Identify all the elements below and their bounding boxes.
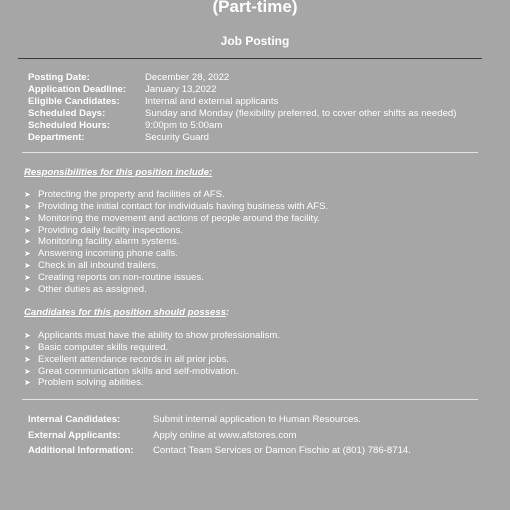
arrow-bullet-icon: ➤ xyxy=(24,272,31,282)
application-contacts xyxy=(28,412,411,459)
posting-details xyxy=(28,72,456,143)
list-item: ➤ Providing the initial contact for individuals having business with AFS. xyxy=(24,200,329,212)
list-item: ➤ Monitoring the movement and actions of people around the facility. xyxy=(24,212,320,224)
contact-value: Apply online at www.afstores.com xyxy=(153,429,297,441)
arrow-bullet-icon: ➤ xyxy=(24,284,31,294)
detail-value: Security Guard xyxy=(145,131,209,143)
arrow-bullet-icon: ➤ xyxy=(24,249,31,259)
arrow-bullet-icon: ➤ xyxy=(24,378,31,388)
arrow-bullet-icon: ➤ xyxy=(24,190,31,199)
list-item: ➤ Answering incoming phone calls. xyxy=(24,248,178,260)
list-item: ➤ Protecting the property and facilities of AFS. xyxy=(24,189,225,200)
detail-value: Internal and external applicants xyxy=(145,95,279,107)
contact-row-additional xyxy=(28,443,411,459)
arrow-bullet-icon: ➤ xyxy=(24,213,31,223)
qualifications-heading xyxy=(24,307,229,318)
detail-label: Scheduled Hours: xyxy=(28,119,111,131)
arrow-bullet-icon: ➤ xyxy=(24,354,31,364)
detail-label: Scheduled Days: xyxy=(28,107,106,119)
job-title: (Part-time) xyxy=(212,0,298,16)
list-item: ➤ Check in all inbound trailers. xyxy=(24,260,159,272)
responsibilities-heading-text: Responsibilities for this position include: xyxy=(24,167,213,178)
detail-row-eligible-candidates xyxy=(28,96,456,108)
detail-row-application-deadline xyxy=(28,84,456,96)
detail-row-department xyxy=(28,132,456,144)
document-subtitle: Job Posting xyxy=(220,34,290,48)
responsibilities-heading xyxy=(24,167,212,178)
qualifications-divider xyxy=(22,399,478,400)
list-item: ➤ Excellent attendance records in all prior jobs. xyxy=(24,353,229,365)
arrow-bullet-icon: ➤ xyxy=(24,225,31,235)
contact-row-external xyxy=(28,428,411,444)
detail-value: Sunday and Monday (flexibility preferred, to cover other shifts as needed) xyxy=(145,107,457,119)
detail-value: December 28, 2022 xyxy=(145,72,230,83)
arrow-bullet-icon: ➤ xyxy=(24,261,31,271)
list-item: ➤ Creating reports on non-routine issues. xyxy=(24,271,204,283)
contact-label: External Applicants: xyxy=(28,429,121,441)
detail-label: Application Deadline: xyxy=(28,83,127,95)
list-item: ➤ Great communication skills and self-motivation. xyxy=(24,365,239,377)
arrow-bullet-icon: ➤ xyxy=(24,237,31,247)
qualifications-heading-colon: : xyxy=(226,307,230,318)
detail-row-scheduled-days xyxy=(28,108,456,120)
list-item: ➤ Providing daily facility inspections. xyxy=(24,224,184,236)
contact-label: Additional Information: xyxy=(28,445,134,456)
arrow-bullet-icon: ➤ xyxy=(24,342,31,352)
qualifications-heading-text: Candidates for this position should possess xyxy=(24,307,227,318)
detail-label: Posting Date: xyxy=(28,72,90,83)
list-item: ➤ Other duties as assigned. xyxy=(24,283,147,295)
list-item: ➤ Basic computer skills required. xyxy=(24,341,169,353)
detail-row-posting-date xyxy=(28,72,456,84)
list-item: ➤ Applicants must have the ability to show professionalism. xyxy=(24,330,281,341)
list-item: ➤ Problem solving abilities. xyxy=(24,377,144,389)
header-divider xyxy=(18,58,482,59)
contact-value: Contact Team Services or Damon Fischio at (801) 786-8714. xyxy=(153,445,411,456)
detail-label: Eligible Candidates: xyxy=(28,95,120,107)
detail-row-scheduled-hours xyxy=(28,120,456,132)
contact-label: Internal Candidates: xyxy=(28,414,121,425)
detail-value: 9:00pm to 5:00am xyxy=(145,119,223,131)
contact-row-internal xyxy=(28,412,411,428)
arrow-bullet-icon: ➤ xyxy=(24,331,31,340)
responsibilities-list xyxy=(24,189,328,296)
arrow-bullet-icon: ➤ xyxy=(24,201,31,211)
contact-value: Submit internal application to Human Resources. xyxy=(153,414,361,425)
detail-label: Department: xyxy=(28,131,85,143)
list-item: ➤ Monitoring facility alarm systems. xyxy=(24,236,180,248)
qualifications-list xyxy=(24,330,280,389)
arrow-bullet-icon: ➤ xyxy=(24,366,31,376)
details-divider xyxy=(22,152,478,153)
detail-value: January 13,2022 xyxy=(145,83,217,95)
